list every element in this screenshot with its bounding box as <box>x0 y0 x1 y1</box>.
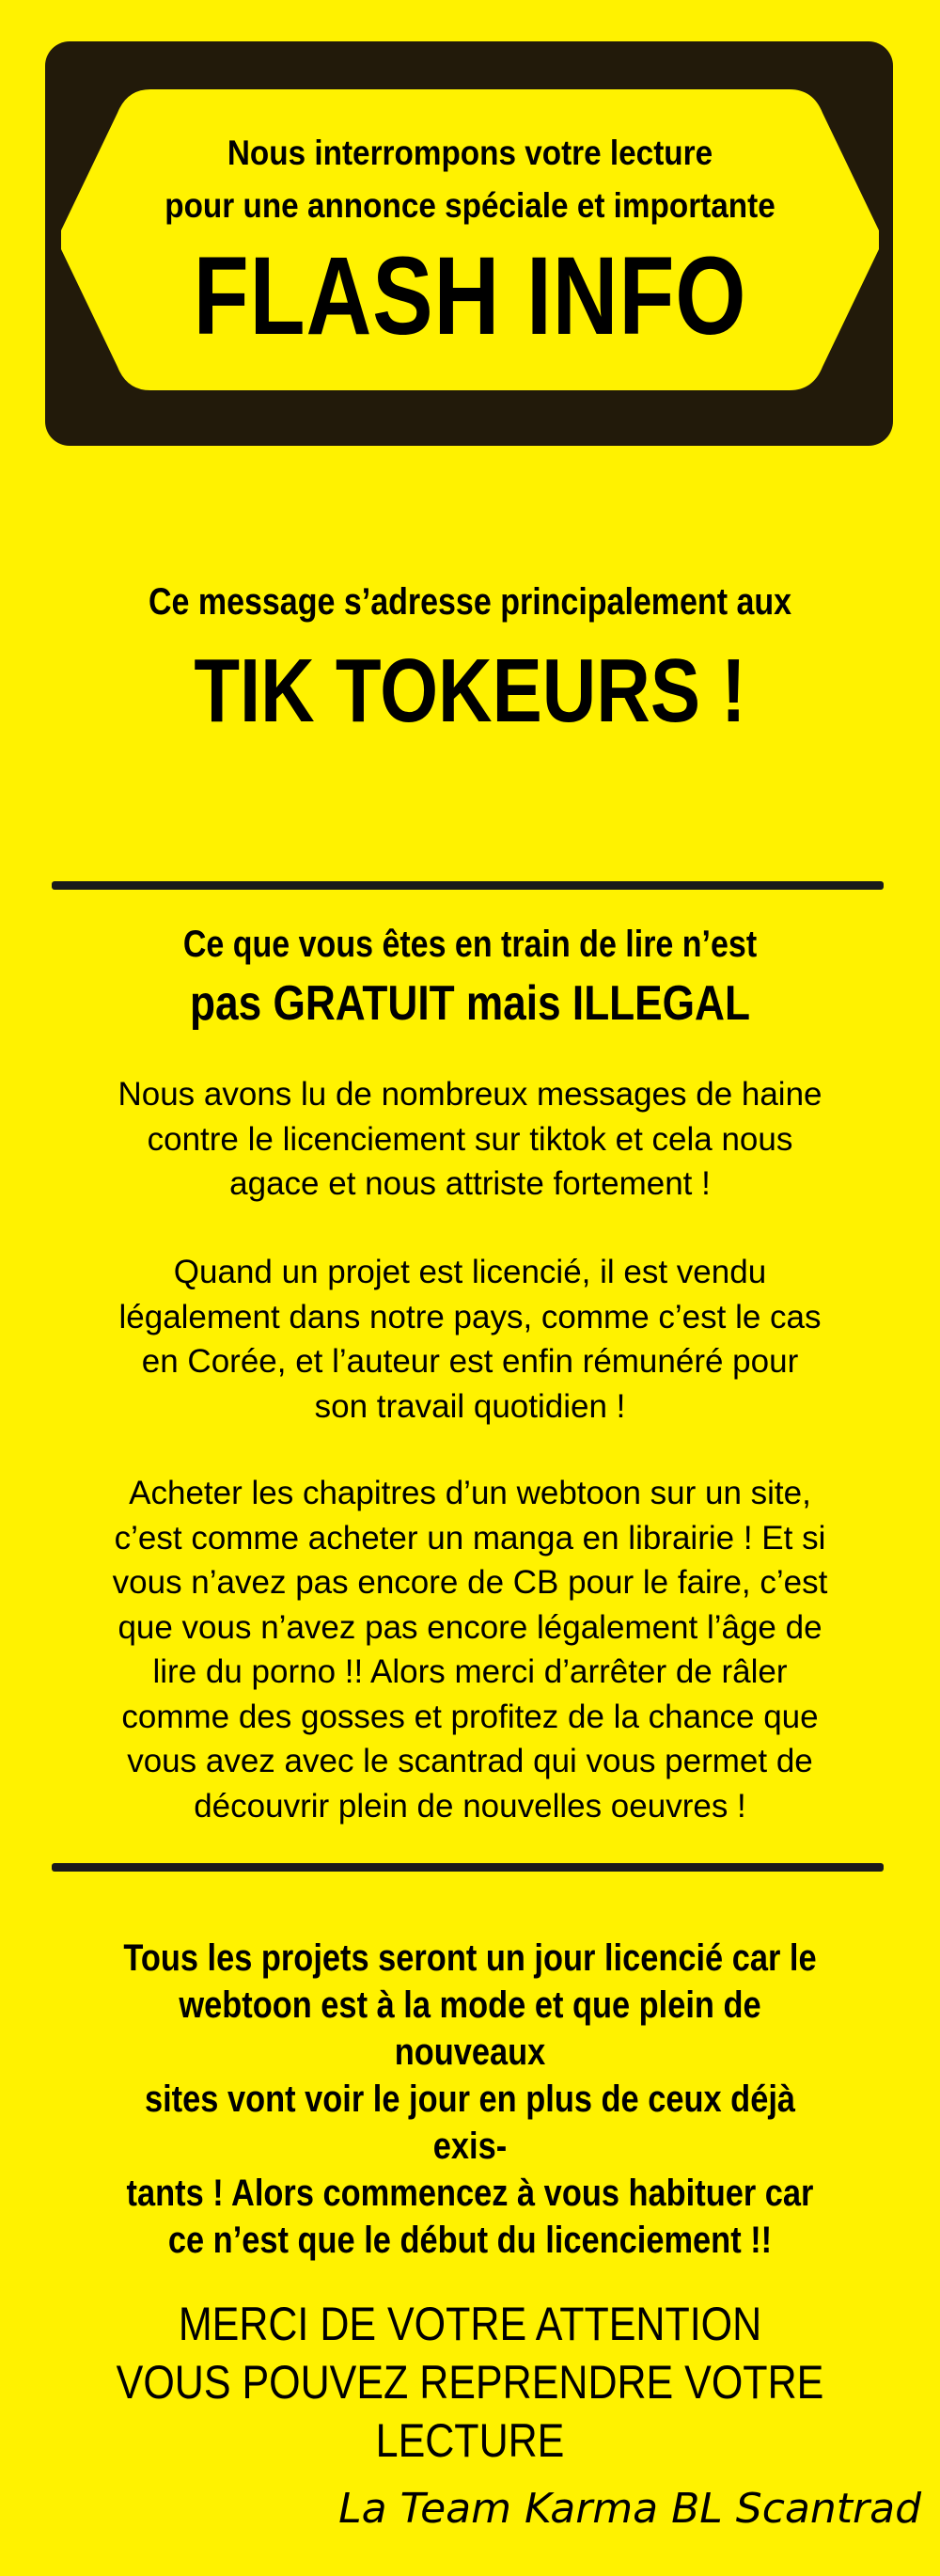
banner-title: FLASH INFO <box>193 234 747 358</box>
banner-subtitle-line: pour une annonce spéciale et importante <box>164 186 776 225</box>
banner-subtitle <box>102 127 838 232</box>
paragraph-line: Quand un projet est licencié, il est vendu <box>173 1254 767 1290</box>
warning-line: webtoon est à la mode et que plein de nouveaux <box>179 1984 761 2073</box>
section-heading-line1: Ce que vous êtes en train de lire n’est <box>182 924 758 965</box>
paragraph-line: en Corée, et l’auteur est enfin rémunéré pour <box>141 1343 799 1380</box>
paragraph-line: Nous avons lu de nombreux messages de haine <box>118 1076 822 1113</box>
closing-line: MERCI DE VOTRE ATTENTION <box>178 2298 762 2350</box>
signature: La Team Karma BL Scantrad <box>338 2485 921 2533</box>
intro-line: Ce message s’adresse principalement aux <box>148 581 792 623</box>
flash-info-badge <box>61 89 879 390</box>
paragraph <box>56 1072 884 1207</box>
warning-line: Tous les projets seront un jour licencié car le <box>123 1937 817 1979</box>
paragraph-line: c’est comme acheter un manga en librairie ! Et si <box>114 1519 826 1557</box>
closing-message <box>66 2295 874 2470</box>
warning-line: sites vont voir le jour en plus de ceux déjà exis- <box>144 2078 796 2167</box>
closing-line: VOUS POUVEZ REPRENDRE VOTRE LECTURE <box>116 2356 824 2467</box>
paragraph-line: vous n’avez pas encore de CB pour le faire, c’est <box>112 1564 828 1601</box>
paragraph-line: son travail quotidien ! <box>314 1387 626 1425</box>
warning-line: ce n’est que le début du licenciement !! <box>167 2220 773 2261</box>
divider <box>52 1863 884 1872</box>
paragraph-line: découvrir plein de nouvelles oeuvres ! <box>194 1787 746 1825</box>
paragraph-line: lire du porno !! Alors merci d’arrêter de râler <box>152 1653 788 1690</box>
paragraph-line: légalement dans notre pays, comme c’est le cas <box>118 1298 822 1335</box>
paragraph <box>56 1250 884 1429</box>
paragraph-line: agace et nous attriste fortement ! <box>229 1165 711 1202</box>
paragraph-line: que vous n’avez pas encore légalement l’âge de <box>118 1608 822 1646</box>
audience-heading: TIK TOKEURS ! <box>194 640 746 741</box>
warning-paragraph <box>115 1935 826 2264</box>
paragraph-line: contre le licenciement sur tiktok et cela nous <box>147 1120 793 1158</box>
banner-subtitle-line: Nous interrompons votre lecture <box>227 134 713 172</box>
warning-line: tants ! Alors commencez à vous habituer car <box>126 2173 814 2214</box>
paragraph-line: comme des gosses et profitez de la chance que <box>121 1698 819 1735</box>
section-heading-line2: pas GRATUIT mais ILLEGAL <box>190 976 750 1031</box>
paragraph-line: vous avez avec le scantrad qui vous permet de <box>127 1743 813 1779</box>
divider <box>52 881 884 890</box>
paragraph-line: Acheter les chapitres d’un webtoon sur un site, <box>129 1475 811 1511</box>
paragraph <box>56 1471 884 1828</box>
